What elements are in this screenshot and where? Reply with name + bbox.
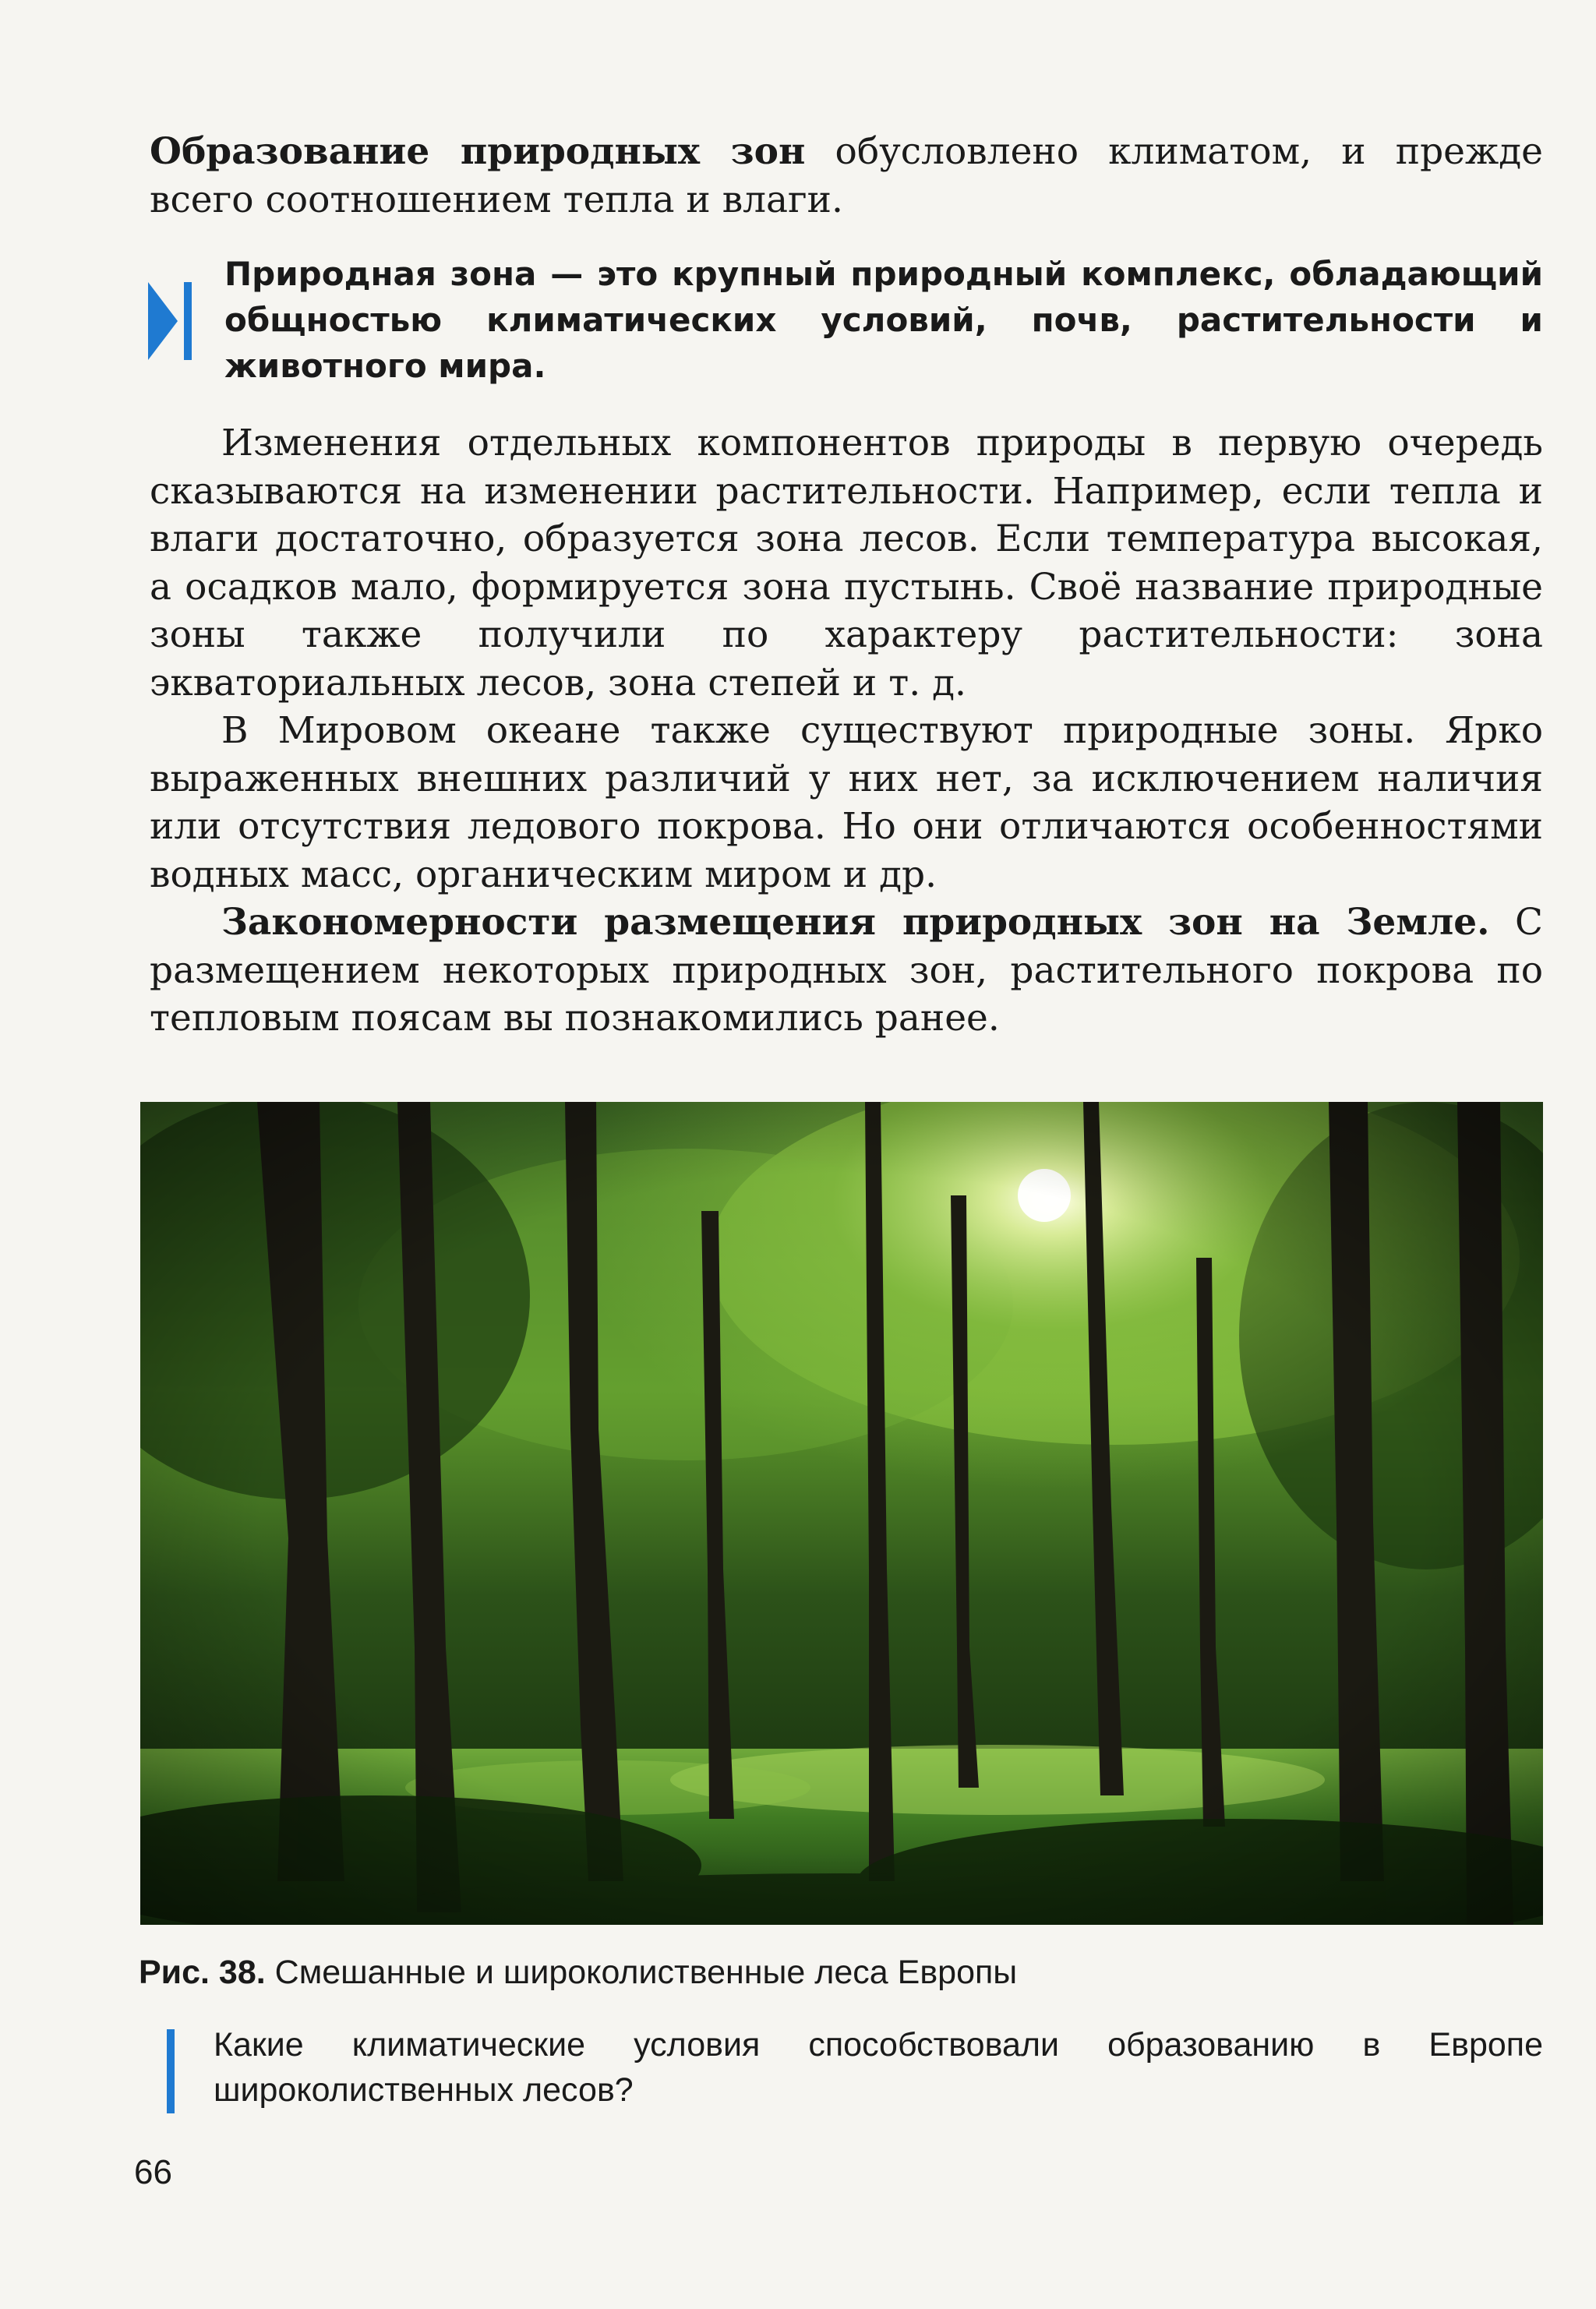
intro-paragraph xyxy=(150,128,1543,224)
figure-label: Рис. 38. xyxy=(139,1954,266,1991)
question-text: Какие климатические условия способствовали образованию в Европе широколиственных лесов? xyxy=(214,2026,1543,2109)
page-number: 66 xyxy=(134,2153,172,2191)
intro-term: Образование природных зон xyxy=(150,130,806,173)
forest-photo xyxy=(140,1102,1543,1925)
paragraph-regularities-text: С размещением некоторых природных зон, растительного покрова по тепловым поясам вы познакомились ранее. xyxy=(150,901,1543,1040)
body-text xyxy=(150,419,1543,1043)
intro-text: обусловлено климатом, и прежде всего соотношением тепла и влаги. xyxy=(150,130,1543,221)
figure-caption-text: Смешанные и широколиственные леса Европы xyxy=(265,1954,1018,1991)
definition-text: Природная зона — это крупный природный комплекс, обладающий общностью климатических условий, почв, растительности и животного мира. xyxy=(224,255,1543,385)
definition-marker-icon xyxy=(148,282,192,360)
paragraph-vegetation: Изменения отдельных компонентов природы в первую очередь сказываются на изменении растительности. Например, если тепла и влаги достаточно, образуется зона лесов. Если температура высокая, а осадков мало, формируется зона пустынь. Своё название природные зоны также получили по характеру растительности: зона экваториальных лесов, зона степей и т. д. xyxy=(150,422,1543,704)
figure-caption xyxy=(139,1951,1541,1994)
paragraph-regularities xyxy=(150,899,1543,1043)
question-marker-bar xyxy=(167,2029,175,2113)
section-heading-regularities: Закономерности размещения природных зон на Земле. xyxy=(221,901,1490,944)
paragraph-ocean: В Мировом океане также существуют природные зоны. Ярко выраженных внешних различий у них нет, за исключением наличия или отсутствия ледового покрова. Но они отличаются особенностями водных масс, органическим миром и др. xyxy=(150,709,1543,896)
